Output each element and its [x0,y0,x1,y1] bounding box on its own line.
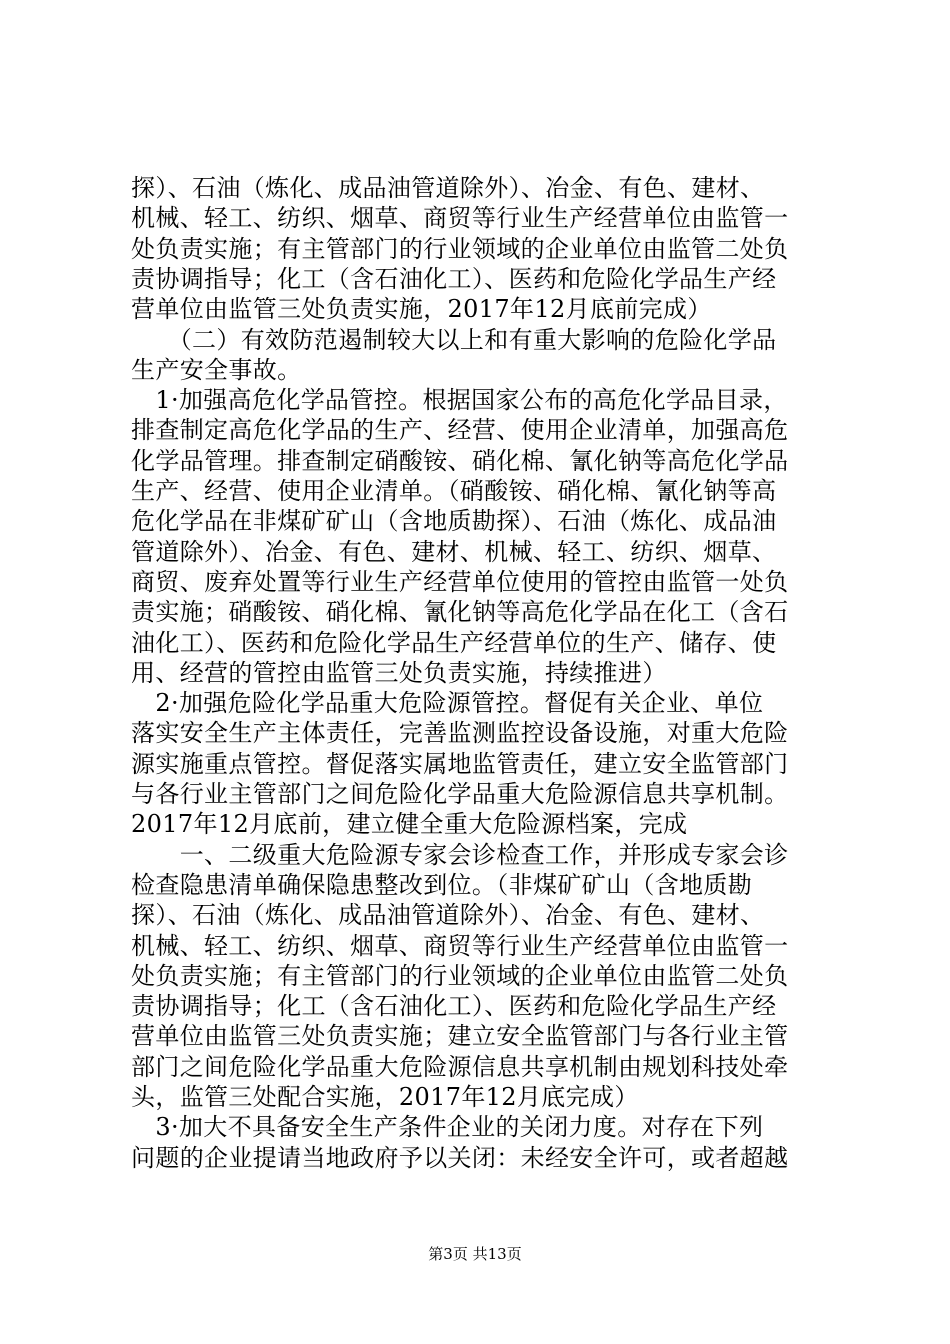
text-line: 商贸、废弃处置等行业生产经营单位使用的管控由监管一处负 [131,567,789,596]
text-line: 油化工）、医药和危险化学品生产经营单位的生产、储存、使 [131,628,777,657]
text-line: 化学品管理。排查制定硝酸铵、硝化棉、氰化钠等高危化学品 [131,446,789,475]
text-line: 落实安全生产主体责任，完善监测监控设备设施，对重大危险 [131,719,789,748]
text-line: 责实施；硝酸铵、硝化棉、氰化钠等高危化学品在化工（含石 [131,598,789,627]
text-line: 机械、轻工、纺织、烟草、商贸等行业生产经营单位由监管一 [131,931,789,960]
text-line: 营单位由监管三处负责实施；建立安全监管部门与各行业主管 [131,1022,789,1051]
page-number-footer: 第3页 共13页 [428,1245,522,1263]
text-line: 责协调指导；化工（含石油化工）、医药和危险化学品生产经 [131,264,777,293]
text-line: 一、二级重大危险源专家会诊检查工作，并形成专家会诊 [131,840,789,869]
text-line: 探）、石油（炼化、成品油管道除外）、冶金、有色、建材、 [131,174,765,202]
text-line: 检查隐患清单确保隐患整改到位。（非煤矿矿山（含地质勘 [131,870,753,899]
text-line: 危化学品在非煤矿矿山（含地质勘探）、石油（炼化、成品油 [131,507,777,536]
text-line: 生产安全事故。 [131,355,302,384]
text-line: 头，监管三处配合实施，2017年12月底完成） [131,1083,639,1111]
text-line: 3·加大不具备安全生产条件企业的关闭力度。对存在下列 [131,1113,764,1142]
text-line: 部门之间危险化学品重大危险源信息共享机制由规划科技处牵 [131,1052,789,1081]
text-line: 问题的企业提请当地政府予以关闭：未经安全许可，或者超越 [131,1143,789,1172]
text-line: 机械、轻工、纺织、烟草、商贸等行业生产经营单位由监管一 [131,204,789,233]
text-line: 责协调指导；化工（含石油化工）、医药和危险化学品生产经 [131,992,777,1021]
text-line: 2·加强危险化学品重大危险源管控。督促有关企业、单位 [131,689,764,718]
text-line: 管道除外）、冶金、有色、建材、机械、轻工、纺织、烟草、 [131,537,777,566]
text-line: 探）、石油（炼化、成品油管道除外）、冶金、有色、建材、 [131,901,765,930]
text-line: （二）有效防范遏制较大以上和有重大影响的危险化学品 [131,325,777,354]
text-line: 2017年12月底前，建立健全重大危险源档案，完成 [131,810,688,839]
text-line: 与各行业主管部门之间危险化学品重大危险源信息共享机制。 [131,780,789,808]
text-line: 源实施重点管控。督促落实属地监管责任，建立安全监管部门 [131,749,789,778]
text-line: 1·加强高危化学品管控。根据国家公布的高危化学品目录， [131,386,788,415]
text-line: 用、经营的管控由监管三处负责实施，持续推进） [131,658,667,687]
text-line: 生产、经营、使用企业清单。（硝酸铵、硝化棉、氰化钠等高 [131,477,777,505]
text-line: 排查制定高危化学品的生产、经营、使用企业清单，加强高危 [131,416,789,445]
text-line: 处负责实施；有主管部门的行业领域的企业单位由监管二处负 [131,234,789,263]
text-line: 处负责实施；有主管部门的行业领域的企业单位由监管二处负 [131,961,789,990]
text-line: 营单位由监管三处负责实施，2017年12月底前完成） [131,295,712,324]
